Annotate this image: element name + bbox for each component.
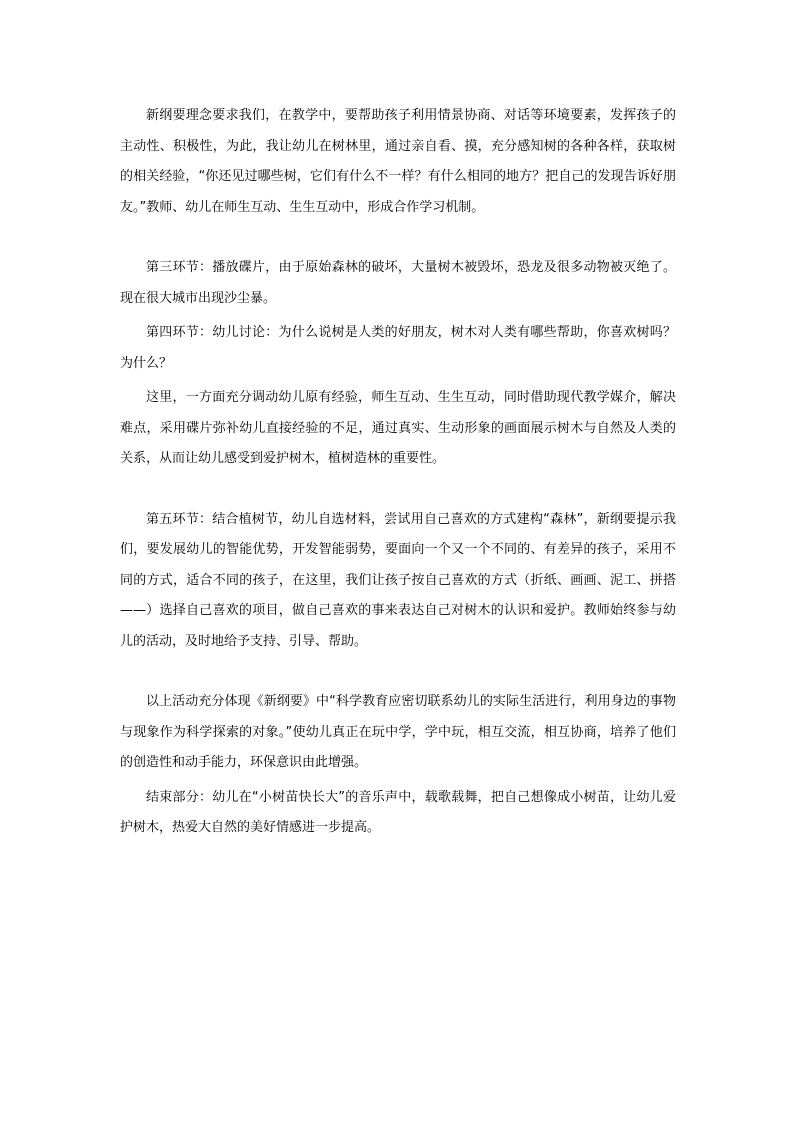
paragraph-step-five: 第五环节：结合植树节，幼儿自选材料，尝试用自己喜欢的方式建构“森林”，新纲要提示我们，要发展幼儿的智能优势，开发智能弱势，要面向一个又一个不同的、有差异的孩子，采用不同的方式，适合不同的孩子，在这里，我们让孩子按自己喜欢的方式（折纸、画画、泥工、拼搭——）选择自己喜欢的项目，做自己喜欢的事来表达自己对树木的认识和爱护。教师始终参与幼儿的活动，及时地给予支持、引导、帮助。: [120, 511, 676, 649]
paragraph-step-three: 第三环节：播放碟片，由于原始森林的破坏，大量树木被毁坏，恐龙及很多动物被灭绝了。现在很大城市出现沙尘暴。: [120, 260, 676, 306]
paragraph-gap: [120, 475, 676, 505]
paragraph-step-four: 第四环节：幼儿讨论：为什么说树是人类的好朋友，树木对人类有哪些帮助，你喜欢树吗？为什么？: [120, 325, 676, 371]
paragraph-gap: [120, 223, 676, 253]
paragraph-summary: 以上活动充分体现《新纲要》中“科学教育应密切联系幼儿的实际生活进行，利用身边的事物与现象作为科学探索的对象。”使幼儿真正在玩中学，学中玩，相互交流，相互协商，培养了他们的创造性和动手能力，环保意识由此增强。: [120, 694, 676, 770]
paragraph-explanation: 这里，一方面充分调动幼儿原有经验，师生互动、生生互动，同时借助现代教学媒介，解决难点，采用碟片弥补幼儿直接经验的不足，通过真实、生动形象的画面展示树木与自然及人类的关系，从而让幼儿感受到爱护树木，植树造林的重要性。: [120, 390, 676, 466]
document-body: [120, 101, 676, 844]
paragraph-gap: [120, 657, 676, 687]
paragraph-ending: 结束部分：幼儿在“小树苗快长大”的音乐声中，载歌载舞，把自己想像成小树苗，让幼儿爱护树木，热爱大自然的美好情感进一步提高。: [120, 789, 676, 835]
paragraph-new-guideline: 新纲要理念要求我们，在教学中，要帮助孩子利用情景协商、对话等环境要素，发挥孩子的主动性、积极性，为此，我让幼儿在树林里，通过亲自看、摸，充分感知树的各种各样，获取树的相关经验，“你还见过哪些树，它们有什么不一样？有什么相同的地方？把自己的发现告诉好朋友。”教师、幼儿在师生互动、生生互动中，形成合作学习机制。: [120, 108, 676, 215]
